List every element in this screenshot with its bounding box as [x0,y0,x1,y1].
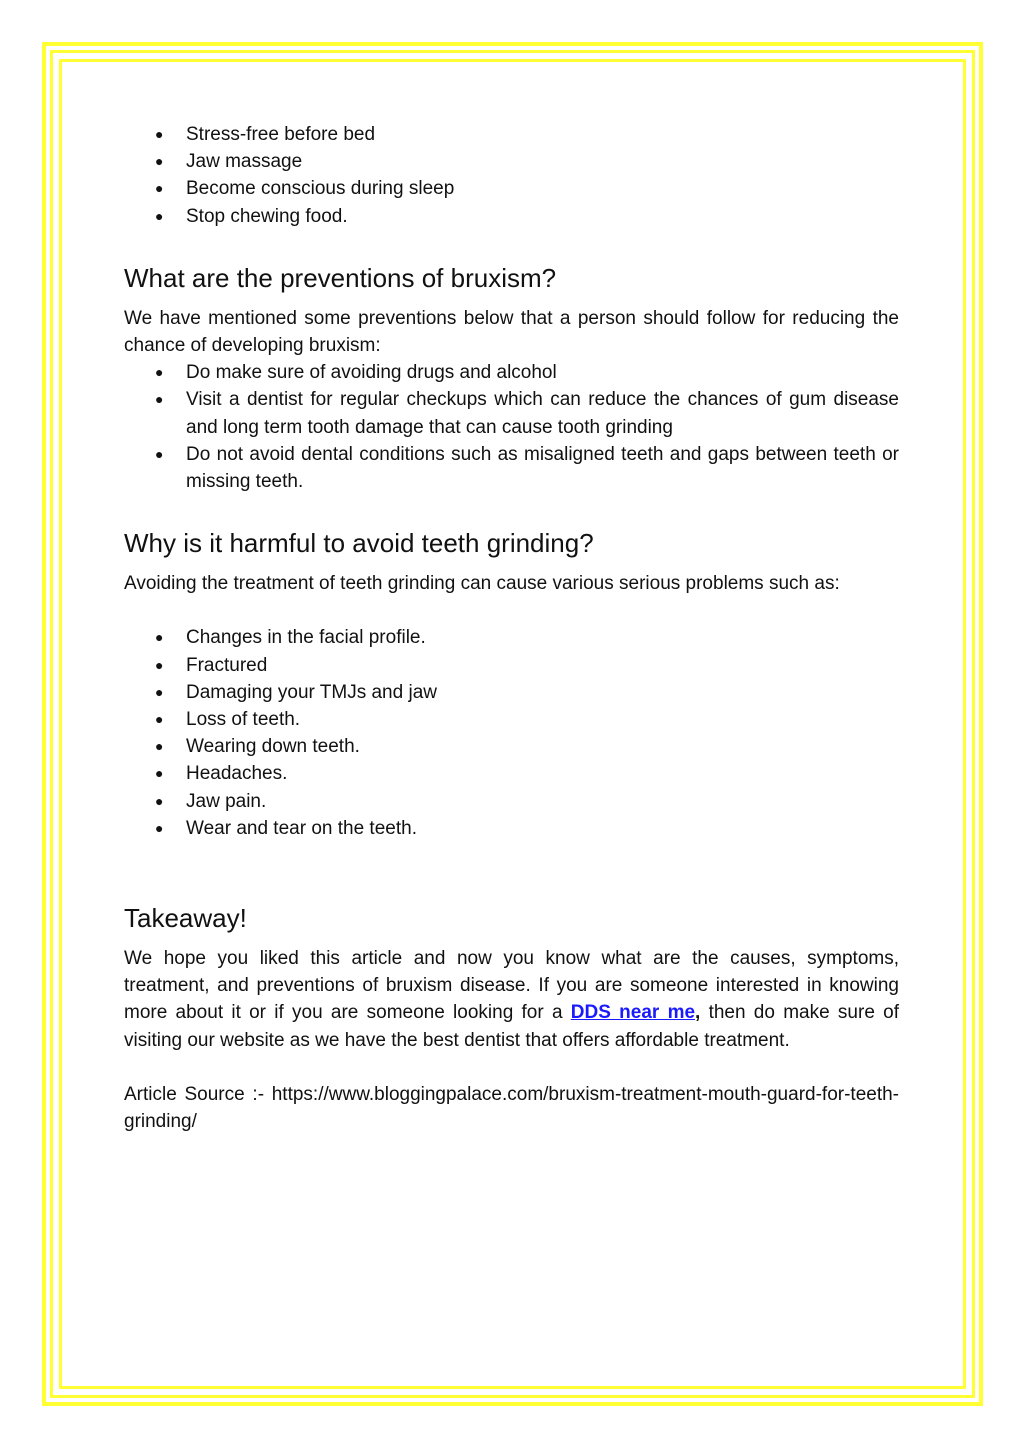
list-item: ● Headaches. [124,760,899,787]
bullet-icon: ● [155,792,164,809]
bullet-icon: ● [155,819,164,836]
prevention-intro: We have mentioned some preventions below that a person should follow for reducing the chance of developing bruxism: [124,307,899,357]
bullet-icon: ● [155,711,164,728]
bullet-icon: ● [155,126,164,142]
bullet-icon: ● [155,629,164,646]
list-item: ● Jaw pain. [124,788,899,815]
bullet-icon: ● [155,153,164,170]
list-item: ● Stop chewing food. [124,203,899,230]
list-item: ● Become conscious during sleep [124,175,899,202]
harm-heading: Why is it harmful to avoid teeth grinding? [124,528,594,559]
list-item: ● Wear and tear on the teeth. [124,815,899,842]
harm-list [124,624,899,842]
dds-near-me-link[interactable]: DDS near me [570,1002,696,1024]
list-item: ● Jaw massage [124,148,899,175]
bullet-icon: ● [155,765,164,782]
list-item: ● Visit a dentist for regular checkups which can reduce the chances of gum disease and long term tooth damage that can cause tooth grinding [124,386,899,440]
remedies-list [124,121,899,230]
bullet-icon: ● [155,738,164,755]
bullet-icon: ● [155,656,164,673]
bullet-icon: ● [155,364,164,381]
list-item: ● Fractured [124,652,899,679]
prevention-heading: What are the preventions of bruxism? [124,262,557,293]
list-item: ● Damaging your TMJs and jaw [124,679,899,706]
bullet-icon: ● [155,445,164,462]
takeaway-heading: Takeaway! [124,903,247,934]
article-content [124,121,899,1135]
list-item: ● Changes in the facial profile. [124,624,899,651]
list-item: ● Stress-free before bed [124,121,899,148]
bullet-icon: ● [155,207,164,224]
harm-intro: Avoiding the treatment of teeth grinding can cause various serious problems such as: [124,573,840,595]
list-item: ● Loss of teeth. [124,706,899,733]
article-source: Article Source :- https://www.bloggingpalace.com/bruxism-treatment-mouth-guard-for-teeth-grinding/ [124,1083,899,1133]
list-item: ● Do make sure of avoiding drugs and alcohol [124,359,899,386]
list-item: ● Do not avoid dental conditions such as misaligned teeth and gaps between teeth or missing teeth. [124,441,899,495]
bullet-icon: ● [155,180,164,197]
bullet-icon: ● [155,391,164,408]
prevention-list [124,359,899,495]
takeaway-paragraph: We hope you liked this article and now you know what are the causes, symptoms, treatment, and preventions of bruxism disease. If you are someone interested in knowing more about it or if you are someone looking for a DDS near me, then do make sure of visiting our website as we have the best dentist that offers affordable treatment. [124,948,899,1051]
bullet-icon: ● [155,683,164,700]
list-item: ● Wearing down teeth. [124,733,899,760]
